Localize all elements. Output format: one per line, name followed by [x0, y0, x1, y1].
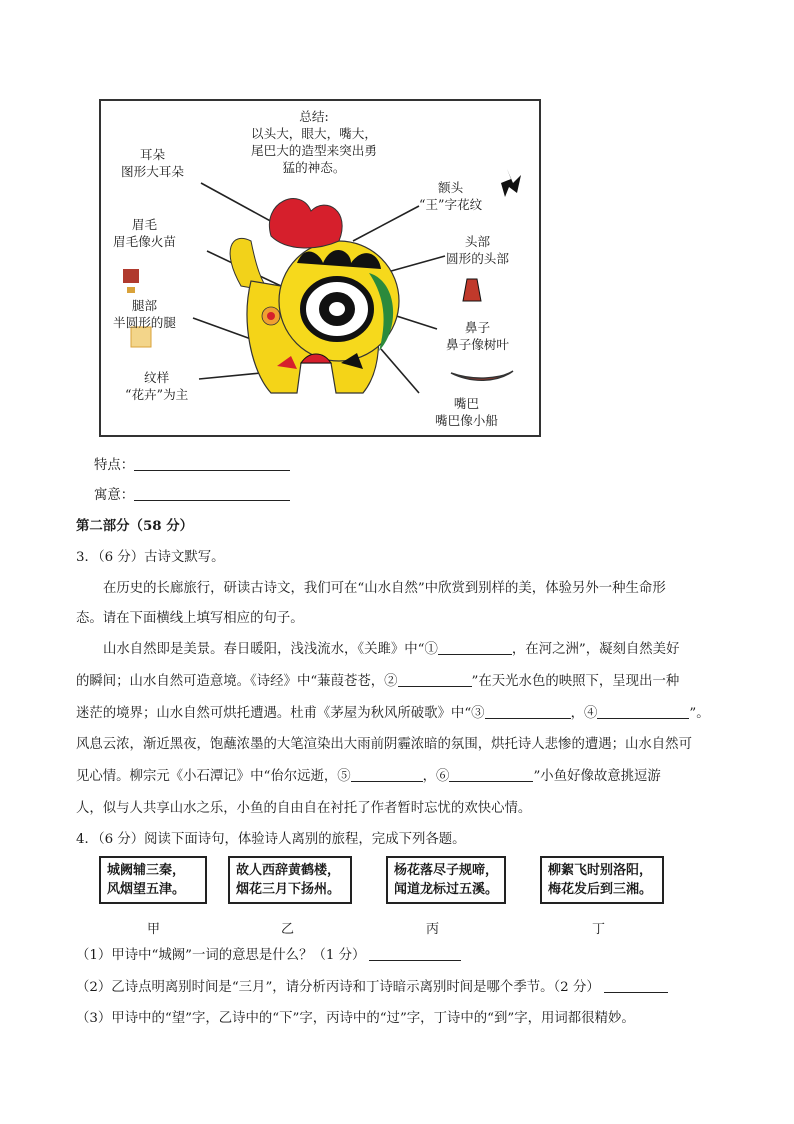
poem-jia-line-2: 风烟望五津。: [107, 882, 186, 897]
q3-intro-line-2: 态。请在下面横线上填写相应的句子。: [76, 611, 304, 626]
q4-sub-2: [76, 978, 668, 998]
q4-sub-2-blank[interactable]: [604, 978, 668, 993]
q4-sub-3: （3）甲诗中的“望”字，乙诗中的“下”字，丙诗中的“过”字，丁诗中的“到”字，用词都很精妙。: [76, 1011, 635, 1026]
q3-p3-text-b: ，④: [570, 706, 598, 721]
poem-bing-line-1: 杨花落尽子规啼，: [394, 863, 499, 878]
summary-line-1: 以头大，眼大，嘴大，: [251, 126, 377, 141]
pattern-desc: “花卉”为主: [125, 387, 189, 402]
blank-4[interactable]: [597, 704, 689, 719]
q3-title: 3．（6 分）古诗文默写。: [76, 550, 225, 565]
ear-annotation: [121, 146, 184, 180]
q3-paragraph-line-1: [103, 640, 749, 660]
poem-yi-line-1: 故人西辞黄鹤楼，: [236, 863, 341, 878]
q3-paragraph-line-3: [76, 704, 722, 724]
mouth-desc: 嘴巴像小船: [435, 413, 498, 428]
q3-paragraph-line-2: [76, 672, 722, 692]
q3-p5-text-b: ，⑥: [422, 769, 450, 784]
feature-field: [94, 456, 290, 476]
summary-line-3: 猛的神态。: [282, 160, 346, 175]
nose-desc: 鼻子像树叶: [446, 337, 509, 352]
q4-sub-1-text: （1）甲诗中“城阙”一词的意思是什么？（1 分）: [76, 948, 366, 963]
head-desc: 圆形的头部: [446, 251, 509, 266]
summary-annotation: [251, 108, 377, 176]
poem-label-yi: 乙: [281, 922, 295, 937]
q4-sub-1: [76, 946, 461, 966]
summary-line-2: 尾巴大的造型来突出勇: [251, 143, 377, 158]
ear-desc: 图形大耳朵: [121, 164, 184, 179]
poem-yi-line-2: 烟花三月下扬州。: [236, 882, 341, 897]
q3-p1-text-b: ，在河之洲”，凝刻自然美好: [511, 642, 680, 657]
forehead-desc: “王”字花纹: [419, 197, 483, 212]
poem-card-yi: [228, 856, 352, 904]
forehead-annotation: [419, 179, 482, 213]
eyebrow-desc: 眉毛像火苗: [113, 234, 176, 249]
q4-title: 4．（6 分）阅读下面诗句，体验诗人离别的旅程，完成下列各题。: [76, 832, 466, 847]
mouth-title: 嘴巴: [453, 396, 480, 411]
eyebrow-annotation: [113, 216, 176, 250]
q3-paragraph-line-6: 人，似与人共享山水之乐，小鱼的自由自在衬托了作者暂时忘忧的欢快心情。: [76, 801, 532, 816]
summary-title: 总结:: [299, 109, 329, 124]
q3-p5-text-c: ”小鱼好像故意挑逗游: [533, 769, 661, 784]
poem-label-bing: 丙: [426, 922, 440, 937]
blank-5[interactable]: [351, 767, 423, 782]
pattern-title: 纹样: [144, 370, 170, 385]
head-title: 头部: [464, 234, 491, 249]
q3-p5-text-a: 见心情。柳宗元《小石潭记》中“佁尔远逝，⑤: [76, 769, 351, 784]
blank-3[interactable]: [485, 704, 571, 719]
leg-desc: 半圆形的腿: [113, 315, 176, 330]
meaning-label: 寓意：: [94, 488, 135, 503]
part-two-heading: 第二部分（58 分）: [76, 518, 194, 534]
q3-p3-text-c: ”。: [689, 706, 710, 721]
poem-ding-line-2: 梅花发后到三湘。: [548, 882, 653, 897]
q3-p1-text-a: 山水自然即是美景。春日暖阳，浅浅流水，《关雎》中“①: [103, 642, 438, 657]
poem-label-ding: 丁: [592, 922, 606, 937]
q3-p2-text-a: 的瞬间；山水自然可造意境。《诗经》中“蒹葭苍苍，②: [76, 674, 398, 689]
ear-title: 耳朵: [139, 147, 166, 162]
q3-p2-text-b: ”在天光水色的映照下，呈现出一种: [471, 674, 680, 689]
poem-bing-line-2: 闻道龙标过五溪。: [394, 882, 499, 897]
q4-sub-2-text: （2）乙诗点明离别时间是“三月”，请分析丙诗和丁诗暗示离别时间是哪个季节。（2 分）: [76, 980, 600, 995]
blank-1[interactable]: [438, 640, 512, 655]
mouth-annotation: [435, 395, 498, 429]
feature-label: 特点：: [94, 458, 135, 473]
poem-card-ding: [540, 856, 664, 904]
poem-label-jia: 甲: [147, 922, 161, 937]
forehead-title: 额头: [438, 180, 464, 195]
blank-2[interactable]: [398, 672, 472, 687]
q3-paragraph-line-5: [76, 767, 722, 787]
leg-title: 腿部: [131, 298, 158, 313]
meaning-answer-blank[interactable]: [134, 486, 290, 501]
nose-title: 鼻子: [464, 320, 491, 335]
tiger-annotation-figure: [99, 99, 541, 437]
q3-paragraph-line-4: 风息云浓，渐近黑夜，饱蘸浓墨的大笔渲染出大雨前阴霾浓暗的氛围，烘托诗人悲惨的遭遇；山水自然可: [76, 737, 692, 752]
leg-annotation: [113, 297, 176, 331]
feature-answer-blank[interactable]: [134, 456, 290, 471]
head-annotation: [446, 233, 509, 267]
blank-6[interactable]: [449, 767, 533, 782]
nose-annotation: [446, 319, 509, 353]
q4-sub-1-blank[interactable]: [369, 946, 461, 961]
eyebrow-title: 眉毛: [131, 217, 158, 232]
poem-jia-line-1: 城阙辅三秦，: [107, 863, 186, 878]
poem-card-jia: [99, 856, 207, 904]
meaning-field: [94, 486, 290, 506]
pattern-annotation: [125, 369, 188, 403]
poem-ding-line-1: 柳絮飞时别洛阳，: [548, 863, 653, 878]
q3-p3-text-a: 迷茫的境界；山水自然可烘托遭遇。杜甫《茅屋为秋风所破歌》中“③: [76, 706, 485, 721]
q3-intro-line-1: 在历史的长廊旅行，研读古诗文，我们可在“山水自然”中欣赏到别样的美，体验另外一种生命形: [103, 581, 666, 596]
poem-card-bing: [386, 856, 506, 904]
